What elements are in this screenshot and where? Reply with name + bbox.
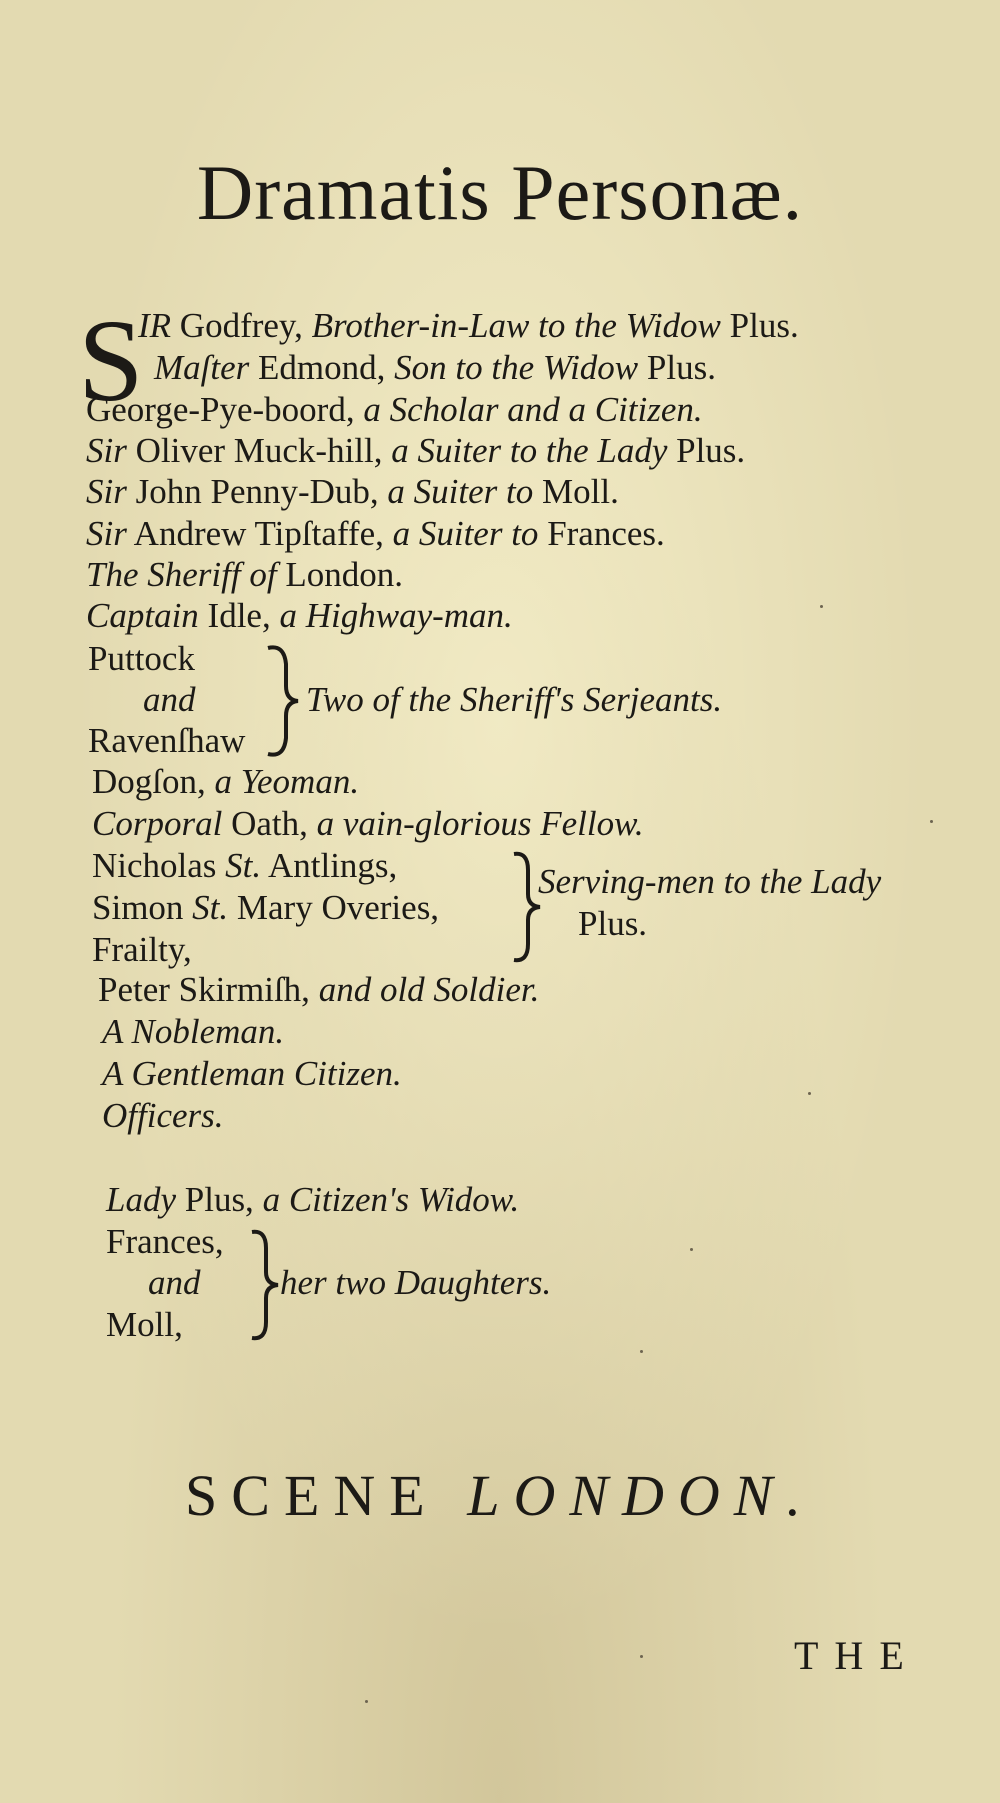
- daughters-brace-icon: [246, 1228, 282, 1342]
- servingmen-description: Serving-men to the Lady: [538, 862, 882, 901]
- catchword: THE: [794, 1633, 920, 1678]
- role-frailty: Frailty,: [92, 930, 192, 969]
- role-muckhill: Sir Oliver Muck-hill, a Suiter to the Lady Plus.: [86, 431, 746, 470]
- daughters-and: and: [148, 1263, 201, 1302]
- role-puttock: Puttock: [88, 639, 195, 678]
- role-simon: Simon St. Mary Overies,: [92, 888, 440, 927]
- role-lady-plus: Lady Plus, a Citizen's Widow.: [106, 1180, 520, 1219]
- drop-cap: S: [78, 295, 144, 426]
- role-nicholas: Nicholas St. Antlings,: [92, 846, 398, 885]
- role-godfrey: IR Godfrey, Brother-in-Law to the Widow Plus.: [138, 306, 799, 345]
- role-pyeboord: George-Pye-boord, a Scholar and a Citizen.: [86, 390, 703, 429]
- role-sheriff: The Sheriff of London.: [86, 555, 403, 594]
- role-officers: Officers.: [102, 1096, 224, 1135]
- role-edmond: Maſter Edmond, Son to the Widow Plus.: [154, 348, 716, 387]
- paper-speck: [640, 1350, 643, 1353]
- paper-speck: [930, 820, 933, 823]
- role-skirmish: Peter Skirmiſh, and old Soldier.: [98, 970, 540, 1009]
- scene-heading: SCENE LONDON.: [185, 1463, 815, 1528]
- role-idle: Captain Idle, a Highway-man.: [86, 596, 513, 635]
- role-moll: Moll,: [106, 1305, 183, 1344]
- role-nobleman: A Nobleman.: [102, 1012, 285, 1051]
- role-tipstaffe: Sir Andrew Tipſtaffe, a Suiter to Frances.: [86, 514, 665, 553]
- page-title: Dramatis Personæ.: [196, 149, 804, 236]
- serjeants-and: and: [143, 680, 196, 719]
- paper-speck: [640, 1655, 643, 1658]
- serjeants-brace-icon: [262, 642, 302, 760]
- role-pennydub: Sir John Penny-Dub, a Suiter to Moll.: [86, 472, 619, 511]
- paper-speck: [365, 1700, 368, 1703]
- paper-speck: [820, 605, 823, 608]
- role-oath: Corporal Oath, a vain-glorious Fellow.: [92, 804, 644, 843]
- role-dogson: Dogſon, a Yeoman.: [92, 762, 360, 801]
- role-gentleman: A Gentleman Citizen.: [102, 1054, 402, 1093]
- role-ravenshaw: Ravenſhaw: [88, 721, 246, 760]
- daughters-description: her two Daughters.: [280, 1263, 552, 1302]
- role-frances: Frances,: [106, 1222, 224, 1261]
- paper-speck: [808, 1092, 811, 1095]
- paper-speck: [690, 1248, 693, 1251]
- servingmen-description-plus: Plus.: [578, 904, 648, 943]
- serjeants-description: Two of the Sheriff's Serjeants.: [306, 680, 723, 719]
